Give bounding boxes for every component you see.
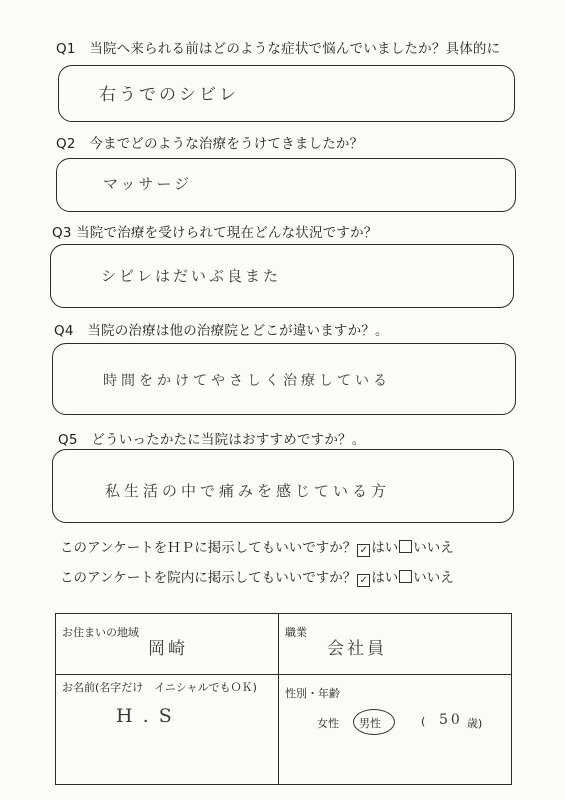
answer-5-text: 私生活の中で痛みを感じている方 (105, 482, 391, 500)
consent-hp-row (60, 536, 454, 557)
consent-clinic-yes-checkbox[interactable]: ✓ (357, 574, 370, 587)
answer-4-text: 時間をかけてやさしく治療している (103, 373, 391, 389)
question-2-label: Q2 今までどのような治療をうけてきましたか？ (56, 136, 364, 152)
job-value: 会社員 (327, 639, 387, 659)
answer-box-2 (56, 158, 516, 212)
consent-clinic-no-checkbox[interactable] (399, 570, 412, 583)
answer-1-text: 右うでのシビレ (99, 85, 239, 105)
answer-box-5 (52, 449, 514, 523)
area-cell (56, 614, 279, 675)
consent-clinic-text: このアンケートを院内に掲示してもいいですか？ (60, 570, 357, 586)
consent-clinic-row (60, 566, 454, 587)
male-selected-circle (353, 709, 395, 735)
job-label: 職業 (285, 626, 307, 639)
consent-hp-yes-label: はい (371, 540, 399, 556)
consent-hp-yes-checkbox[interactable]: ✓ (357, 544, 370, 557)
area-label: お住まいの地域 (62, 626, 139, 639)
female-option[interactable]: 女性 (317, 717, 339, 730)
question-5-label: Q5 どういったかたに当院はおすすめですか？。 (58, 432, 366, 448)
answer-3-text: シビレはだいぶ良また (101, 267, 282, 285)
age-value: 50 (439, 712, 463, 728)
age-unit: 歳) (467, 717, 483, 730)
answer-box-1 (58, 65, 515, 122)
gender-age-cell (279, 675, 511, 784)
question-4-label: Q4 当院の治療は他の治療院とどこが違いますか？。 (54, 323, 389, 339)
consent-clinic-yes-label: はい (371, 570, 399, 586)
age-open-paren: ( (421, 715, 426, 728)
name-cell (56, 675, 279, 784)
consent-hp-no-checkbox[interactable] (399, 540, 412, 553)
consent-hp-text: このアンケートをＨＰに掲示してもいいですか？ (60, 540, 357, 556)
area-value: 岡崎 (148, 639, 188, 659)
question-1-label: Q1 当院へ来られる前はどのような症状で悩んでいましたか？具体的に (56, 41, 501, 57)
consent-clinic-no-label: いいえ (413, 570, 454, 586)
gender-age-label: 性別・年齢 (285, 687, 340, 700)
name-label: お名前(名字だけ イニシャルでもＯＫ) (62, 681, 257, 694)
answer-box-4 (52, 343, 516, 415)
profile-table (55, 613, 512, 785)
male-option[interactable]: 男性 (359, 717, 381, 730)
answer-box-3 (50, 244, 514, 308)
job-cell (279, 614, 511, 675)
name-value: H . S (116, 705, 174, 727)
question-3-label: Q3 当院で治療を受けられて現在どんな状況ですか？ (52, 225, 378, 241)
consent-hp-no-label: いいえ (413, 540, 454, 556)
answer-2-text: マッサージ (103, 175, 193, 193)
